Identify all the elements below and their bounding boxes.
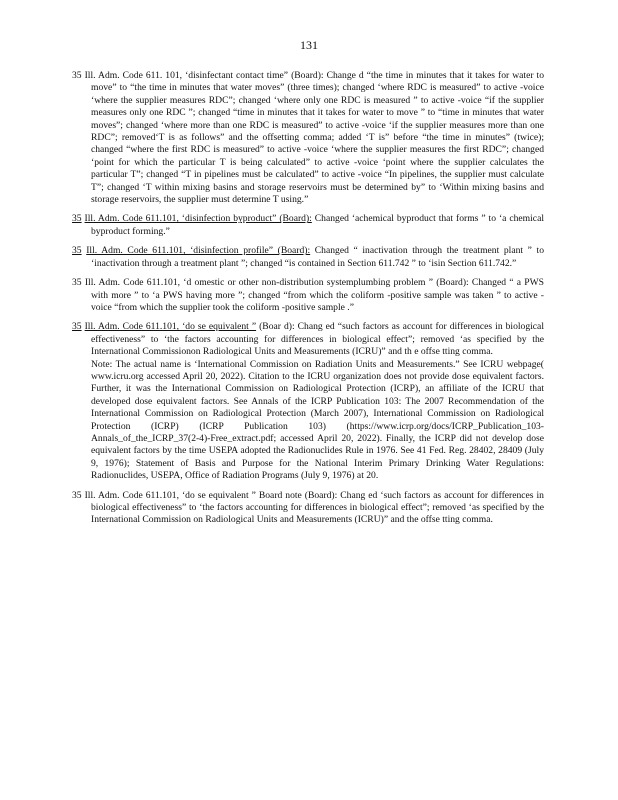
footnote-note-text: Note: The actual name is ‘International Commission on Radiation Units and Measurements.” See ICRU webpage( www.icru.org accessed April 20, 2022). Citation to the ICRU organization does not provide dose equivalent factors. Further, it was the International Commission on Radiological Protection (ICRP), an affiliate of the ICRU that developed dose equivalent factors. See Annals of the ICRP Publication 103: The 2007 Recommendation of the International Commission on Radiological Protection (March 2007), International Commission on Radiological Protection (ICRP) (ICRP Publication 103) (https://www.icrp.org/docs/ICRP_Publication_103-Annals_of_the_ICRP_37(2-4)-Free_extract.pdf; accessed April 20, 2022). Finally, the ICRP did not develop dose equivalent factors by the time USEPA adopted the Radionuclides Rule in 1976. See 41 Fed. Reg. 28402, 28409 (July 9, 1976); Statement of Basis and Purpose for the National Interim Primary Drinking Water Regulations: Radionuclides, USEPA, Office of Radiation Programs (July 9, 1976) at 20. (91, 358, 544, 482)
footnote-text: (Boar d): Chang ed “such factors as account for differences in biological effectiveness” to ‘the factors accounting for differences in biological effect”; removed ‘as specified by the International Commissionon Radiological Units and Measurements (ICRU)” and th e offse tting comma. (91, 321, 544, 358)
footnote-text: Ill. Adm. Code 611.101, ‘do se equivalent ” Board note (Board): Chang ed ‘such factors as account for differences in biological effectiveness” to ‘the factors accounting for differences in biological effect”; removed ‘as specified by the International Commission on Radiological Units and Measurements (ICRU)” and the offse tting comma. (84, 489, 544, 526)
footnotes-list (72, 70, 544, 534)
footnote-heading: Ill. Adm. Code 611.101, ‘disinfection profile” (Board): (86, 245, 311, 257)
footnote-heading: Ill. Adm. Code 611.101, ‘disinfection byproduct” (Board): (84, 213, 312, 225)
footnote-marker: 35 (72, 489, 82, 501)
footnote-marker: 35 (72, 321, 82, 333)
footnote-text: Ill. Adm. Code 611. 101, ‘disinfectant contact time” (Board): Change d “the time in minutes that it takes for water to move” to “the time in minutes that water moves” (three times); changed ‘where RDC is measured” to active -voice ‘where the supplier measures RDC”; changed ‘where only one RDC is measured ” to active -voice “if the supplier measures only one RDC ”; changed “time in minutes that it takes for water to move ” to “time in minutes that water moves”; changed ‘where more than one RDC is measured” to active -voice ‘if the supplier measures more than one RDC”; removed‘T is as follows” and the offsetting comma; added ‘T is” before “the time in minutes” (twice); changed “where the first RDC is measured” to active -voice ‘where the supplier measures the first RDC”; changed ‘point for which the particular T is being calculated” to active -voice ‘point where the supplier calculates the particular T”; changed “T in pipelines must be calculated” to active -voice “In pipelines, the supplier must calculate T”; changed ‘T within mixing basins and storage reservoirs must be determined by” to ‘Within mixing basins and storage reservoirs, the supplier must determine T using.” (84, 70, 544, 206)
footnote (72, 490, 544, 527)
page-number: 131 (300, 38, 318, 52)
footnote (72, 277, 544, 314)
footnote-text: Changed “ inactivation through the treatment plant ” to ‘inactivation through a treatment plant ”; changed “is contained in Section 611.742 ” to ‘isin Section 611.742.” (91, 245, 545, 269)
footnote-text: Changed ‘achemical byproduct that forms ” to ‘a chemical byproduct forming.” (91, 213, 544, 237)
footnote-text: Ill. Adm. Code 611.101, ‘d omestic or other non-distribution systemplumbing problem ” (Board): Changed “ a PWS with more ” to ‘a PWS having more ”; changed “from which the coliform -positive sample was taken ” to active -voice “from which the supplier took the coliform -positive sample .” (84, 277, 544, 313)
footnote (72, 245, 544, 270)
footnote-marker: 35 (72, 213, 82, 225)
footnote-marker: 35 (72, 277, 82, 289)
footnote-marker: 35 (72, 245, 82, 257)
footnote-heading: Ill. Adm. Code 611.101, ‘do se equivalent ” (84, 321, 257, 333)
footnote-marker: 35 (72, 70, 82, 81)
footnote (72, 321, 544, 482)
footnote (72, 213, 544, 238)
footnote (72, 70, 544, 206)
